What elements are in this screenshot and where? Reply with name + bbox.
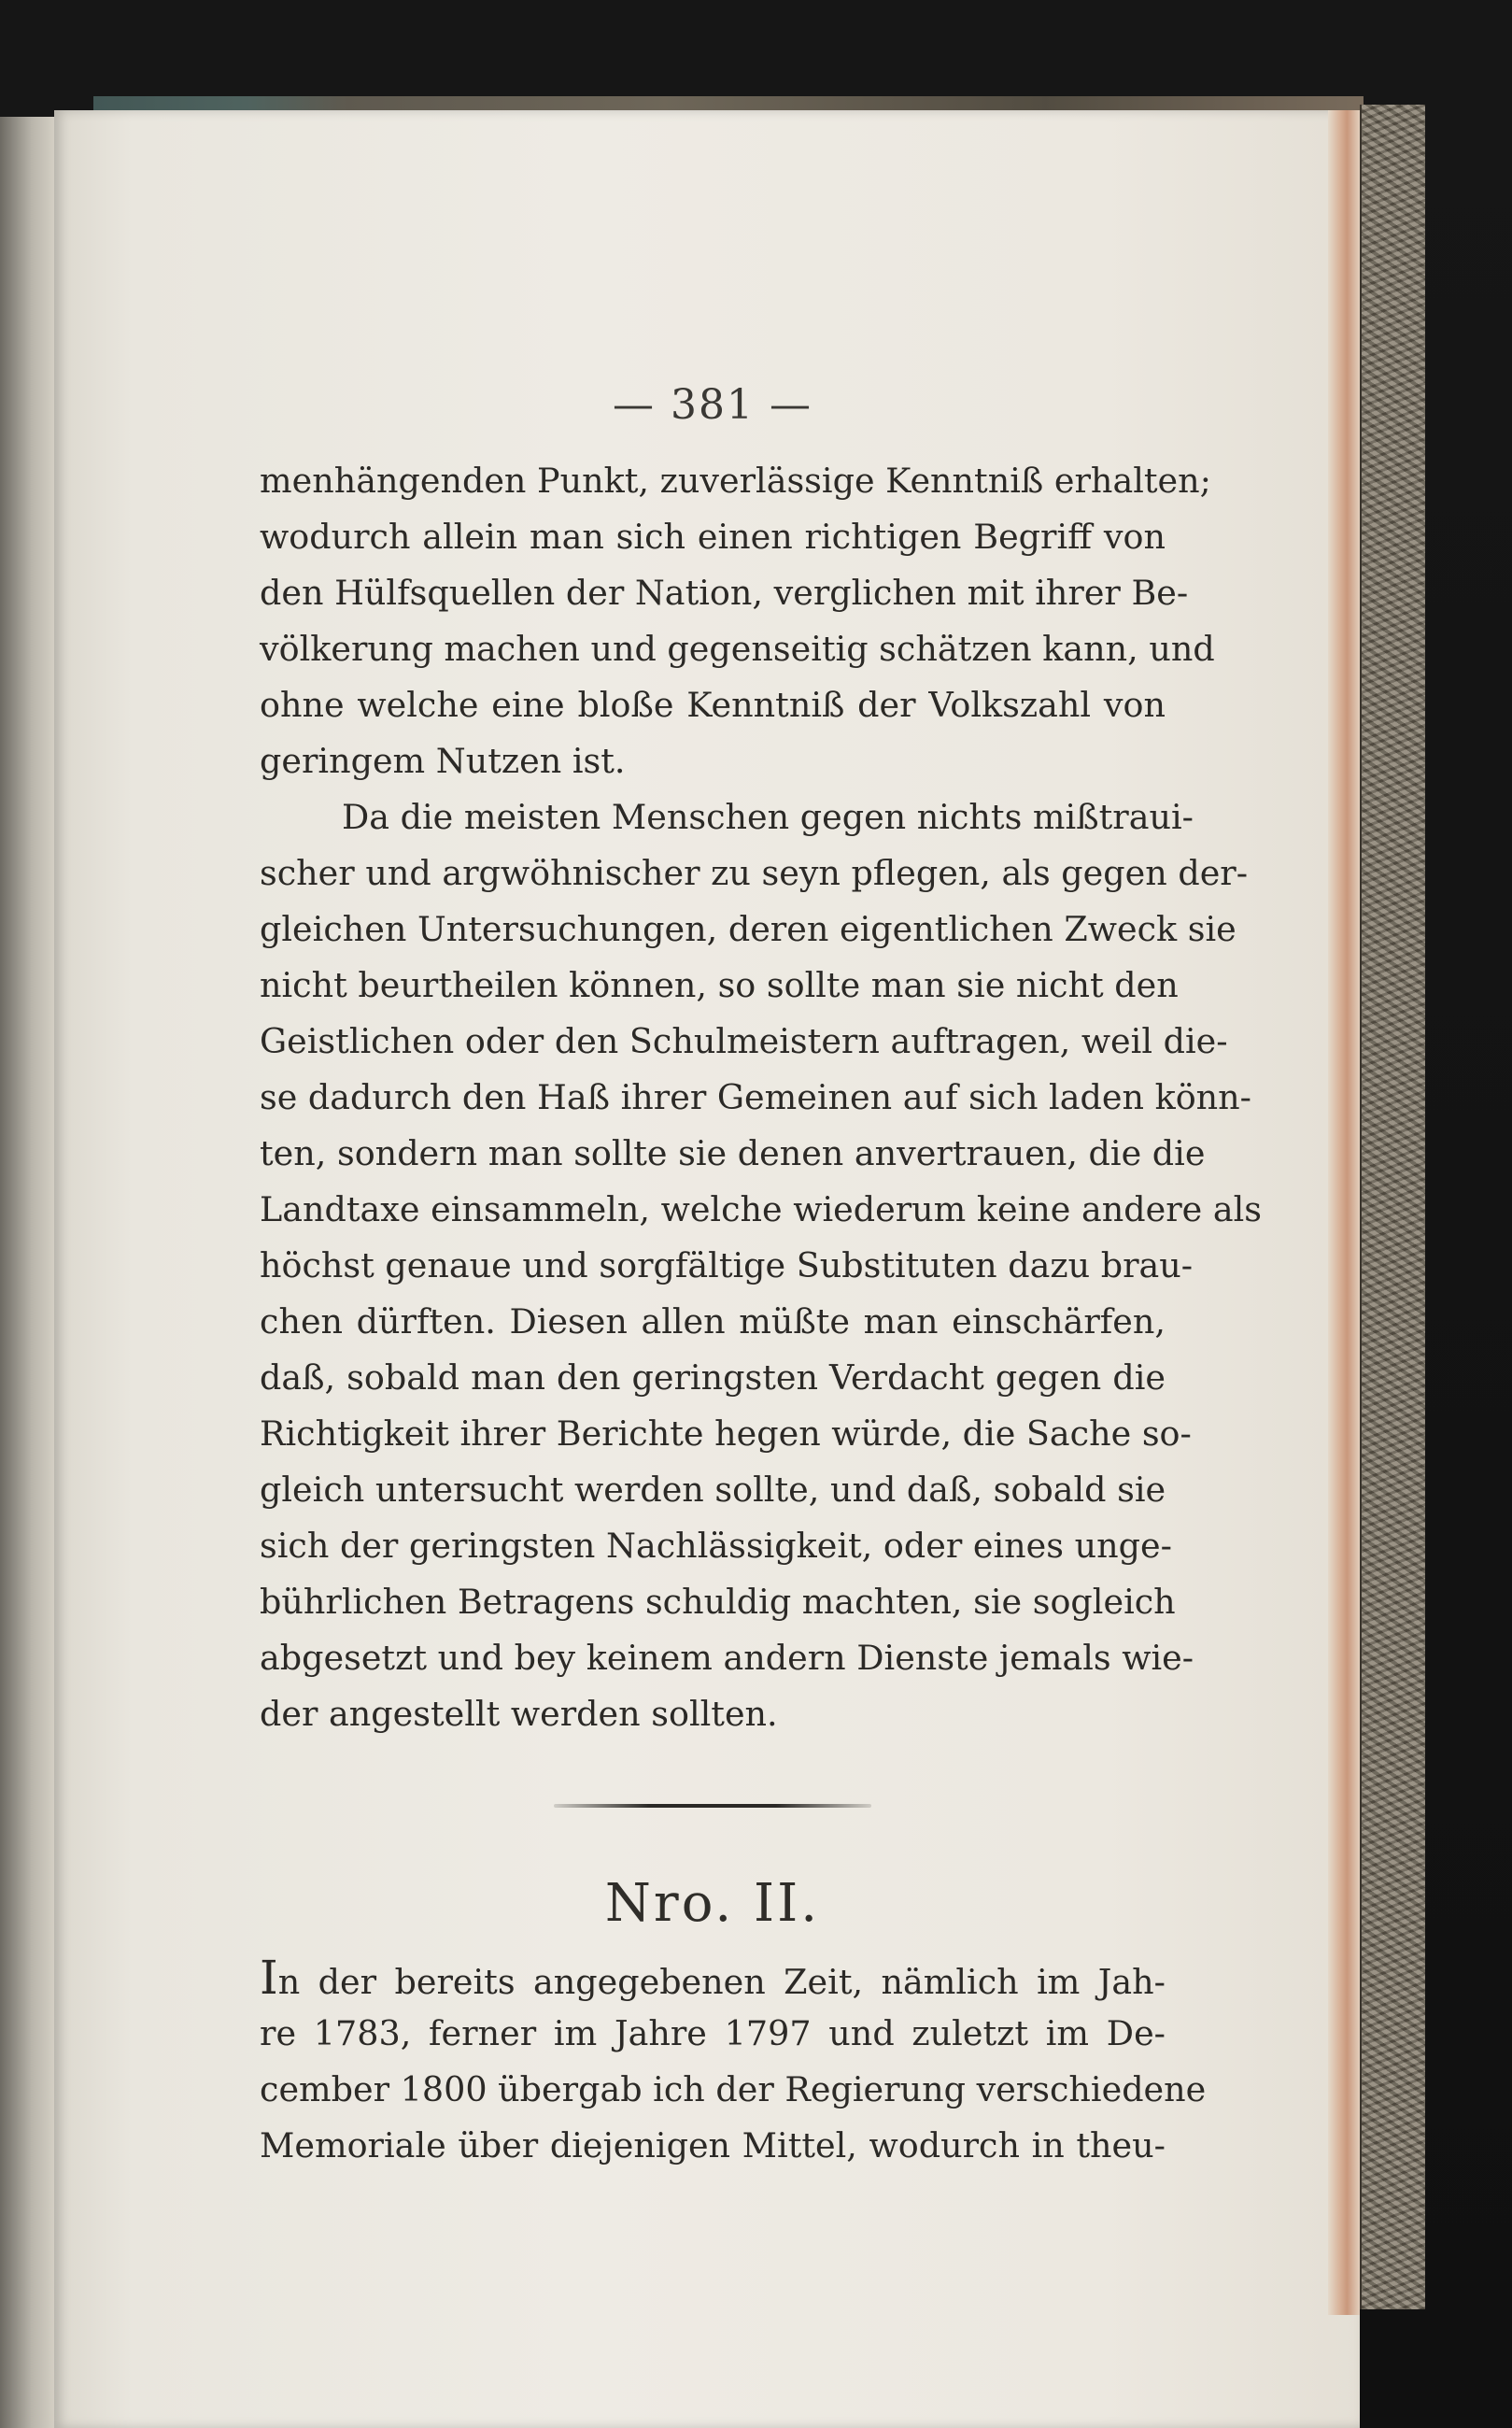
text-line: sich der geringsten Nachlässigkeit, oder eines unge- [260, 1526, 1172, 1566]
text-line: nicht beurtheilen können, so sollte man sie nicht den [260, 965, 1179, 1005]
page-number-header: — 381 — [613, 381, 813, 429]
text-line: Da die meisten Menschen gegen nichts mißtraui- [342, 797, 1194, 837]
text-line: menhängenden Punkt, zuverlässige Kenntniß erhalten; [260, 461, 1211, 501]
text-line: völkerung machen und gegenseitig schätzen kann, und [260, 629, 1215, 669]
left-page-edge [0, 117, 61, 2428]
text-line: den Hülfsquellen der Nation, verglichen mit ihrer Be- [260, 573, 1189, 613]
text-line: geringem Nutzen ist. [260, 741, 626, 781]
section-divider [554, 1804, 871, 1808]
page-text-block [260, 381, 1263, 2174]
text-line: bührlichen Betragens schuldig machten, sie sogleich [260, 1582, 1176, 1622]
text-line: chen dürften. Diesen allen müßte man einschärfen, [260, 1301, 1166, 1342]
dropcap-letter: I [260, 1951, 278, 2005]
text-line: gleichen Untersuchungen, deren eigentlichen Zweck sie [260, 909, 1236, 949]
text-line: cember 1800 übergab ich der Regierung verschiedene [260, 2069, 1207, 2109]
text-line: Memoriale über diejenigen Mittel, wodurch in theu- [260, 2125, 1166, 2165]
section-heading: Nro. II. [604, 1873, 821, 1934]
text-line: höchst genaue und sorgfältige Substituten dazu brau- [260, 1245, 1194, 1285]
text-line: daß, sobald man den geringsten Verdacht gegen die [260, 1357, 1166, 1398]
paragraph-block [260, 453, 1263, 1742]
page-fore-edge [1328, 110, 1360, 2315]
book-page [54, 110, 1360, 2428]
text-line: scher und argwöhnischer zu seyn pflegen, als gegen der- [260, 853, 1249, 893]
text-line: se dadurch den Haß ihrer Gemeinen auf sich laden könn- [260, 1077, 1252, 1117]
text-line: Geistlichen oder den Schulmeistern auftragen, weil die- [260, 1021, 1228, 1061]
text-line: der angestellt werden sollten. [260, 1694, 778, 1734]
text-line: wodurch allein man sich einen richtigen Begriff von [260, 517, 1166, 557]
section-first-line [260, 1950, 1166, 2006]
text-line: Landtaxe einsammeln, welche wiederum keine andere als [260, 1189, 1263, 1229]
text-line: abgesetzt und bey keinem andern Dienste jemals wie- [260, 1638, 1194, 1678]
paragraph-block-2 [260, 2006, 1207, 2174]
text-line: gleich untersucht werden sollte, und daß, sobald sie [260, 1470, 1166, 1510]
section-first-line-text: n der bereits angegebenen Zeit, nämlich im Jah- [277, 1962, 1166, 2002]
text-line: ohne welche eine bloße Kenntniß der Volkszahl von [260, 685, 1166, 725]
text-line: ten, sondern man sollte sie denen anvertrauen, die die [260, 1133, 1206, 1173]
text-line: re 1783, ferner im Jahre 1797 und zuletzt im De- [260, 2013, 1166, 2053]
marbled-cover-edge [1360, 105, 1425, 2309]
text-line: Richtigkeit ihrer Berichte hegen würde, die Sache so- [260, 1413, 1192, 1454]
